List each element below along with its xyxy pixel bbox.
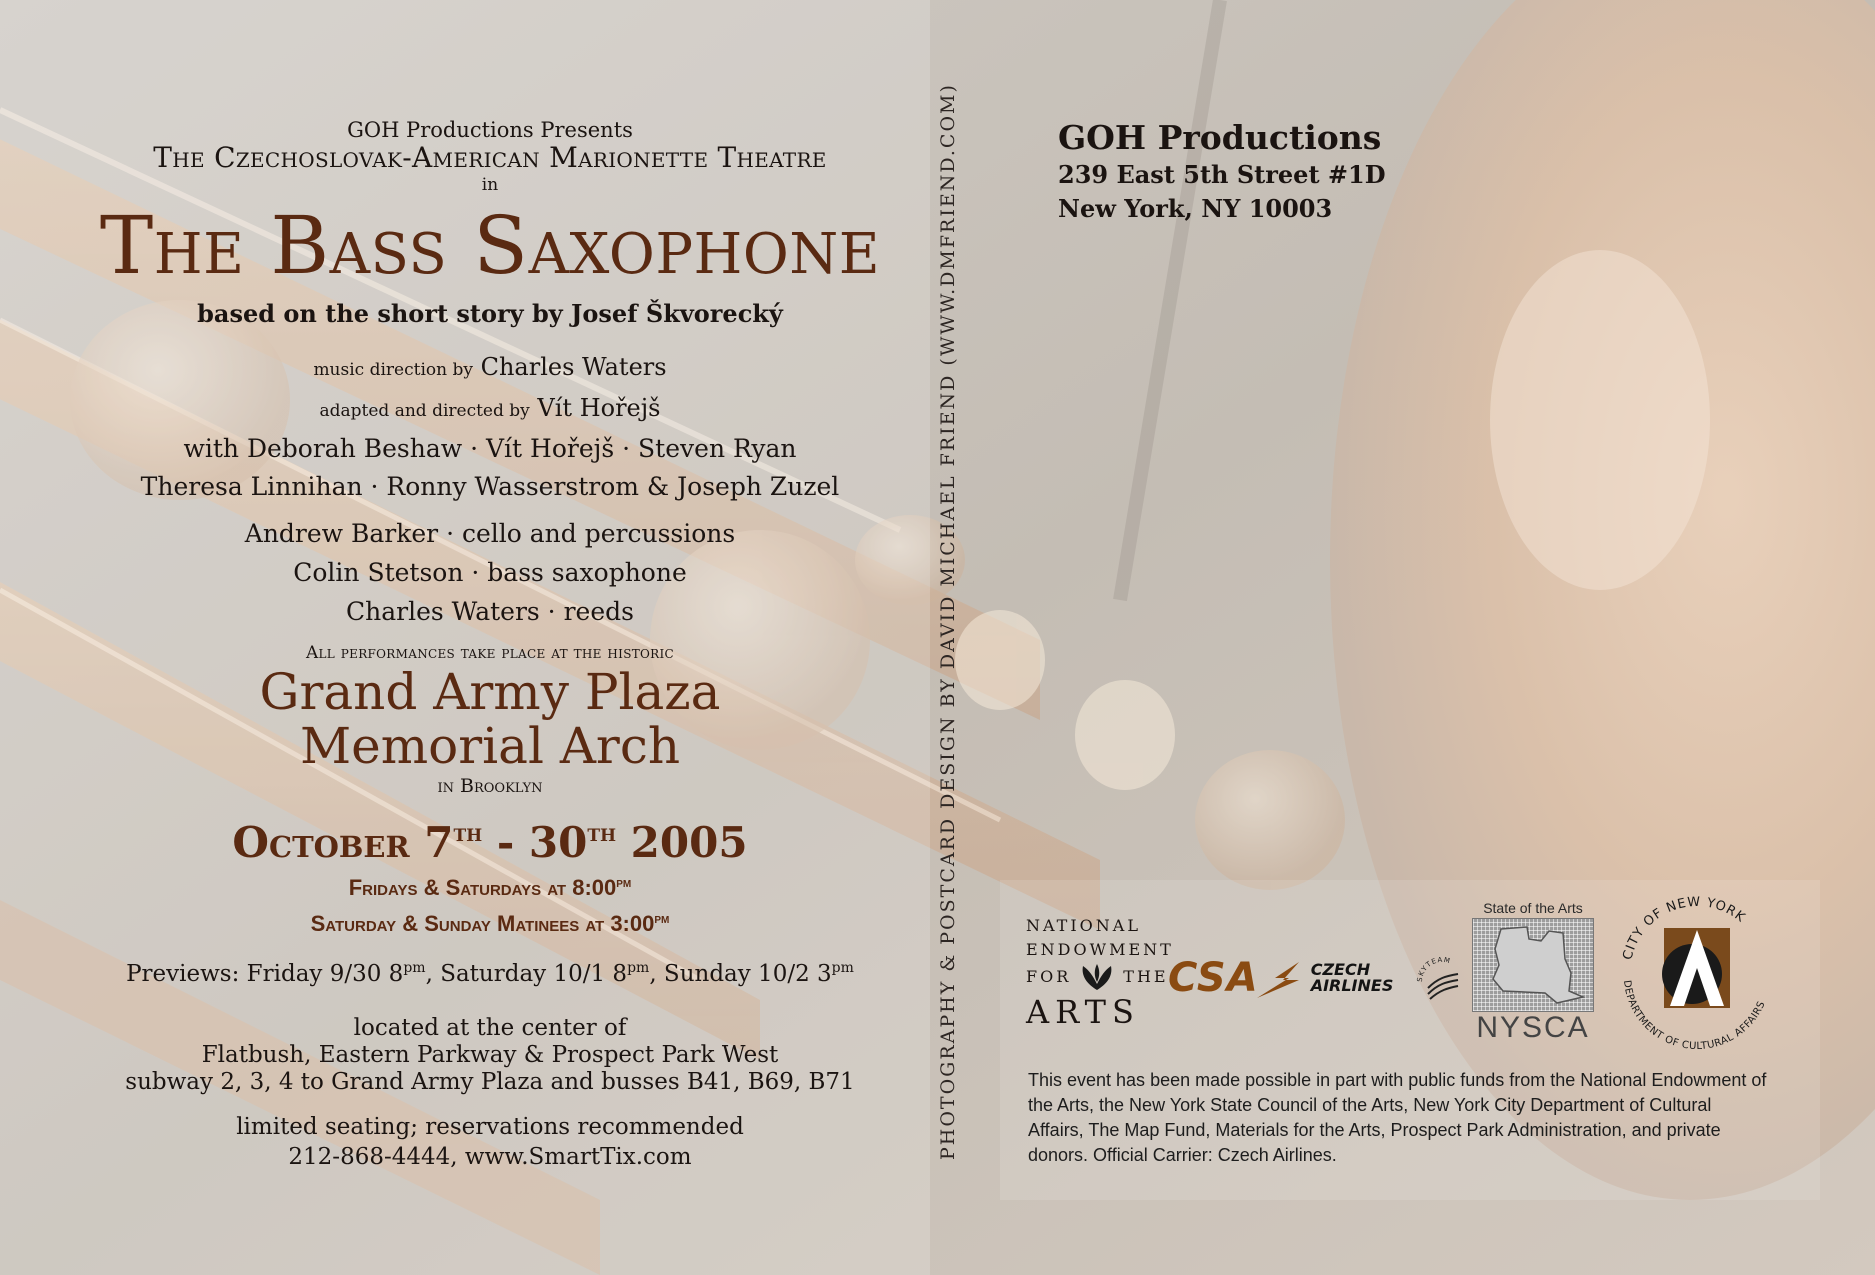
nysca-wordmark: NYSCA xyxy=(1476,1011,1590,1044)
dca-ring-bottom: DEPARTMENT OF CULTURAL AFFAIRS xyxy=(1621,979,1768,1053)
venue-line-2: Memorial Arch xyxy=(299,717,681,775)
csa-swoosh-icon xyxy=(1255,956,1301,1000)
cast-line-2: Theresa Linnihan · Ronny Wasserstrom & Joseph Zuzel xyxy=(140,472,840,501)
location-line: subway 2, 3, 4 to Grand Army Plaza and busses B41, B69, B71 xyxy=(125,1069,855,1095)
presenter-line: GOH Productions Presents xyxy=(347,118,633,142)
director-name: Vít Hořejš xyxy=(537,394,661,422)
date-end-suffix: th xyxy=(587,818,617,847)
dca-logo-icon xyxy=(1612,888,1782,1058)
nea-for: FOR xyxy=(1026,967,1072,986)
reservation-block xyxy=(80,1112,900,1172)
front-panel xyxy=(80,118,900,1172)
nea-line-endowment: ENDOWMENT xyxy=(1026,940,1174,959)
musicians-block xyxy=(80,514,900,631)
svg-text:SKYTEAM xyxy=(1416,956,1452,982)
run-dates xyxy=(80,809,900,867)
location-block xyxy=(80,1015,900,1096)
csa-wordmark-line: AIRLINES xyxy=(1310,976,1394,995)
return-address-street: 239 East 5th Street #1D xyxy=(1058,160,1386,189)
based-on-line: based on the short story by Josef Škvorecký xyxy=(197,299,783,328)
previews-text: , Saturday 10/1 8 xyxy=(425,961,628,987)
venue-borough: in Brooklyn xyxy=(437,775,543,797)
new-york-state-map-icon xyxy=(1472,918,1594,1012)
funding-statement: This event has been made possible in part with public funds from the National Endowment of the Arts, the New York State Council of the Arts, New York City Department of Cultural Affairs, The Map Fund, Materials for the Arts, Prospect Park Administration, and private donors. Official Carrier: Czech Airlines. xyxy=(1028,1070,1767,1165)
dca-ring-top: CITY OF NEW YORK xyxy=(1620,894,1749,962)
date-end: - 30 xyxy=(482,818,588,867)
dca-letter: A xyxy=(1690,1000,1694,1005)
music-director-name: Charles Waters xyxy=(480,353,667,381)
matinee-times xyxy=(80,903,900,939)
nea-line-national: NATIONAL xyxy=(1026,916,1141,935)
csa-logo xyxy=(1168,956,1393,1000)
nysca-logo xyxy=(1472,900,1594,1044)
nea-logo xyxy=(1026,914,1174,1032)
cast-line-1: with Deborah Beshaw · Vít Hořejš · Steven Ryan xyxy=(183,434,797,463)
matinee-times-text: Saturday & Sunday Matinees at 3:00 xyxy=(310,911,655,936)
nysca-tagline: State of the Arts xyxy=(1483,900,1583,916)
music-direction-prefix: music direction by xyxy=(313,360,473,380)
musician-line: Charles Waters · reeds xyxy=(346,597,634,626)
venue-line-1: Grand Army Plaza xyxy=(259,663,721,721)
return-address-city: New York, NY 10003 xyxy=(1058,194,1333,223)
previews-suffix: pm xyxy=(627,960,650,976)
evening-times xyxy=(80,867,900,903)
location-line: located at the center of xyxy=(353,1015,627,1041)
return-address xyxy=(1058,118,1386,226)
date-start-suffix: th xyxy=(453,818,483,847)
return-address-name: GOH Productions xyxy=(1058,118,1382,157)
musician-line: Colin Stetson · bass saxophone xyxy=(293,558,687,587)
seating-note: limited seating; reservations recommended xyxy=(236,1114,744,1140)
show-title: The Bass Saxophone xyxy=(99,199,881,292)
nea-flower-icon xyxy=(1077,962,1117,992)
csa-wordmark xyxy=(1311,962,1394,994)
location-line: Flatbush, Eastern Parkway & Prospect Park West xyxy=(201,1042,779,1068)
musician-line: Andrew Barker · cello and percussions xyxy=(244,519,736,548)
csa-wordmark-line: CZECH xyxy=(1310,960,1371,979)
ticket-contact: 212-868-4444, www.SmartTix.com xyxy=(288,1144,692,1170)
skyteam-label: SKYTEAM xyxy=(1415,955,1452,983)
csa-logo-icon: CSA xyxy=(1168,955,1259,1001)
evening-times-suffix: pm xyxy=(616,874,632,890)
previews-line xyxy=(80,953,900,989)
in-word: in xyxy=(481,175,499,195)
nea-line-for-the xyxy=(1026,962,1174,992)
previews-suffix: pm xyxy=(403,960,426,976)
company-name: The Czechoslovak-American Marionette Theatre xyxy=(153,141,827,174)
director-prefix: adapted and directed by xyxy=(319,401,530,421)
performance-location-intro: All performances take place at the historic xyxy=(305,643,675,663)
photo-design-credit: PHOTOGRAPHY & POSTCARD DESIGN BY DAVID MICHAEL FRIEND (WWW.DMFRIEND.COM) xyxy=(937,83,959,1160)
matinee-times-suffix: pm xyxy=(654,910,670,926)
music-direction-line xyxy=(80,348,900,389)
credits-block xyxy=(80,348,900,506)
new-york-state-shape-icon xyxy=(1473,919,1593,1011)
director-line xyxy=(80,389,900,430)
skyteam-icon xyxy=(1414,952,1470,1008)
previews-text: , Sunday 10/2 3 xyxy=(649,961,832,987)
date-year: 2005 xyxy=(616,818,748,867)
evening-times-text: Fridays & Saturdays at 8:00 xyxy=(348,875,617,900)
nea-line-arts: ARTS xyxy=(1026,993,1140,1031)
date-start: October 7 xyxy=(232,818,454,867)
previews-suffix: pm xyxy=(831,960,854,976)
nea-the: THE xyxy=(1123,967,1169,986)
previews-text: Previews: Friday 9/30 8 xyxy=(126,961,404,987)
